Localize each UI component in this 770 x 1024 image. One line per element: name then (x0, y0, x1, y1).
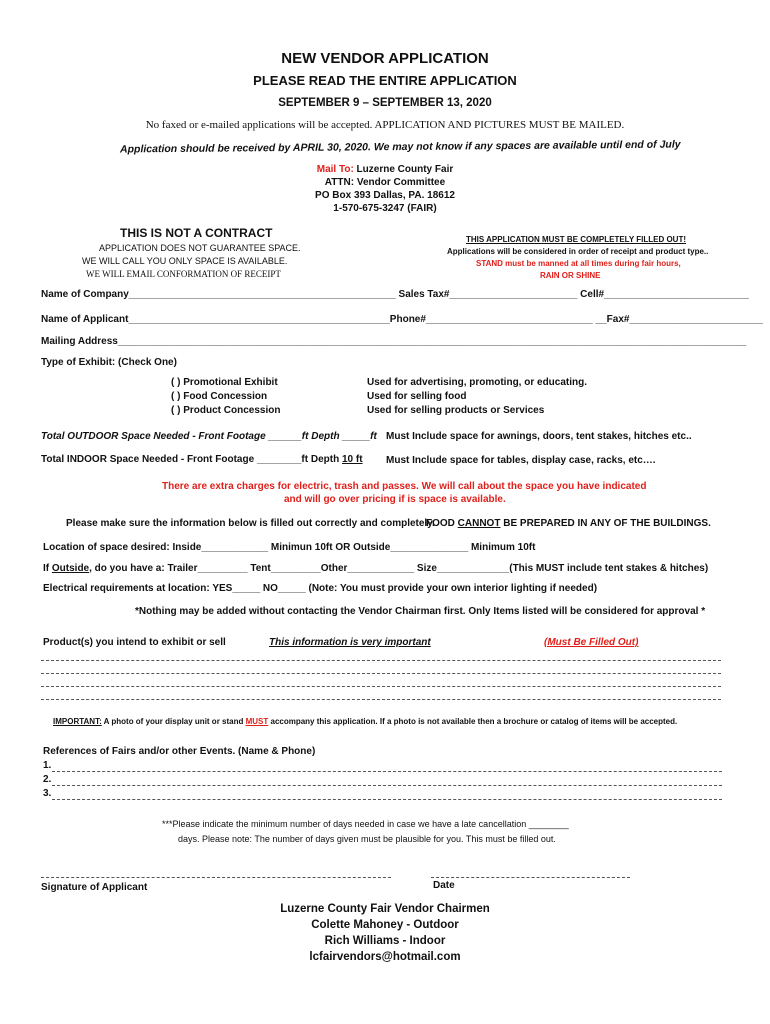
mailing-address-field[interactable]: Mailing Address_________________________________________________________________________________________________________________ (41, 336, 747, 347)
will-call-text: WE WILL CALL YOU ONLY SPACE IS AVAILABLE. (82, 256, 288, 266)
correctly-notice: Please make sure the information below is filled out correctly and completely. (66, 518, 435, 529)
desc-product: Used for selling products or Services (367, 405, 545, 416)
rain-shine-text: RAIN OR SHINE (540, 271, 601, 280)
photo-notice (53, 717, 677, 726)
product-line-2[interactable] (41, 673, 721, 674)
outdoor-space-note: Must Include space for awnings, doors, tent stakes, hitches etc.. (386, 431, 692, 442)
indoor-space-label: Total INDOOR Space Needed - Front Footage ________ft Depth (41, 454, 342, 465)
chairmen-title: Luzerne County Fair Vendor Chairmen (280, 903, 490, 915)
date-label: Date (433, 880, 455, 891)
reference-line-3[interactable] (52, 799, 722, 800)
order-of-receipt-text: Applications will be considered in order of receipt and product type.. (447, 247, 709, 256)
email-confirmation-text: WE WILL EMAIL CONFORMATION OF RECEIPT (86, 269, 281, 279)
photo-text-2: accompany this application. If a photo is not available then a brochure or catalog of items will be accepted. (268, 717, 678, 726)
indoor-space-note: Must Include space for tables, display case, racks, etc…. (386, 455, 656, 466)
no-guarantee-text: APPLICATION DOES NOT GUARANTEE SPACE. (99, 243, 301, 253)
very-important-text: This information is very important (269, 637, 431, 648)
equipment-options: , do you have a: Trailer_________ Tent_________Other____________ Size_____________(This MUST include tent stakes & hitches) (89, 563, 709, 574)
mail-to-name: Luzerne County Fair (353, 164, 454, 175)
nothing-added-notice: *Nothing may be added without contacting the Vendor Chairman first. Only Items listed will be considered for approval * (135, 606, 706, 617)
outside-label: Outside (51, 563, 90, 574)
products-label: Product(s) you intend to exhibit or sell (43, 637, 226, 648)
exhibit-type-label: Type of Exhibit: (Check One) (41, 357, 177, 368)
reference-line-1[interactable] (52, 771, 722, 772)
mail-attn: ATTN: Vendor Committee (324, 177, 446, 188)
option-product[interactable]: ( ) Product Concession (171, 405, 281, 416)
product-line-1[interactable] (41, 660, 721, 661)
signature-label: Signature of Applicant (41, 882, 148, 893)
photo-important-label: IMPORTANT: (53, 717, 102, 726)
references-label: References of Fairs and/or other Events. (Name & Phone) (43, 746, 316, 757)
company-field[interactable]: Name of Company________________________________________________ Sales Tax#_______________________ Cell#__________________________ (41, 289, 749, 300)
food-notice (426, 518, 711, 529)
desc-promotional: Used for advertising, promoting, or educating. (367, 377, 588, 388)
food-notice-cannot: CANNOT (457, 518, 501, 529)
reference-1[interactable]: 1. (43, 760, 52, 771)
not-contract-title: THIS IS NOT A CONTRACT (120, 226, 273, 240)
electrical-field[interactable]: Electrical requirements at location: YES_____ NO_____ (Note: You must provide your own interior lighting if needed) (43, 583, 598, 594)
food-notice-b: BE PREPARED IN ANY OF THE BUILDINGS. (500, 518, 711, 529)
date-line[interactable] (431, 877, 630, 878)
signature-line[interactable] (41, 877, 391, 878)
no-fax-notice: No faxed or e-mailed applications will be accepted. APPLICATION AND PICTURES MUST BE MAILED. (145, 119, 625, 131)
chair-indoor: Rich Williams - Indoor (324, 935, 446, 947)
page-title: NEW VENDOR APPLICATION (281, 50, 489, 67)
must-fill-text: (Must Be Filled Out) (544, 637, 639, 648)
mail-to (0, 164, 770, 175)
chair-email[interactable]: lcfairvendors@hotmail.com (309, 951, 461, 963)
outside-equipment-field[interactable] (43, 563, 708, 574)
reference-2[interactable]: 2. (43, 774, 52, 785)
mail-phone: 1-570-675-3247 (FAIR) (333, 203, 437, 214)
desc-food: Used for selling food (367, 391, 467, 402)
applicant-field[interactable]: Name of Applicant_______________________________________________Phone#______________________________ __Fax#________________________ (41, 314, 763, 325)
indoor-space-field[interactable] (41, 454, 363, 465)
stand-manned-text: STAND must be manned at all times during fair hours, (476, 259, 681, 268)
food-notice-a: FOOD (426, 518, 458, 529)
indoor-depth-value: 10 ft (341, 454, 363, 465)
option-promotional[interactable]: ( ) Promotional Exhibit (171, 377, 278, 388)
photo-must: MUST (245, 717, 269, 726)
photo-text-1: A photo of your display unit or stand (101, 717, 246, 726)
read-notice: PLEASE READ THE ENTIRE APPLICATION (253, 73, 517, 88)
deadline-notice: Application should be received by APRIL 30, 2020. We may not know if any spaces are available until end of July (119, 138, 681, 156)
location-desired-field[interactable]: Location of space desired: Inside____________ Minimun 10ft OR Outside______________ Minimum 10ft (43, 542, 536, 553)
mail-po-box: PO Box 393 Dallas, PA. 18612 (315, 190, 455, 201)
product-line-4[interactable] (41, 699, 721, 700)
product-line-3[interactable] (41, 686, 721, 687)
min-days-field[interactable]: ***Please indicate the minimum number of days needed in case we have a late cancellation ________ (162, 819, 569, 829)
reference-3[interactable]: 3. (43, 788, 52, 799)
complete-title: THIS APPLICATION MUST BE COMPLETELY FILLED OUT! (466, 235, 687, 244)
extra-charges-line2: and will go over pricing if is space is available. (284, 494, 506, 505)
mail-to-label: Mail To: (316, 164, 354, 175)
extra-charges-line1: There are extra charges for electric, trash and passes. We will call about the space you have indicated (162, 481, 647, 492)
reference-line-2[interactable] (52, 785, 722, 786)
option-food[interactable]: ( ) Food Concession (171, 391, 268, 402)
outdoor-space-field[interactable]: Total OUTDOOR Space Needed - Front Footage ______ft Depth _____ft (41, 431, 377, 442)
min-days-note: days. Please note: The number of days given must be plausible for you. This must be filled out. (178, 834, 556, 844)
if-label: If (43, 563, 52, 574)
fair-dates: SEPTEMBER 9 – SEPTEMBER 13, 2020 (278, 97, 492, 109)
chair-outdoor: Colette Mahoney - Outdoor (311, 919, 459, 931)
